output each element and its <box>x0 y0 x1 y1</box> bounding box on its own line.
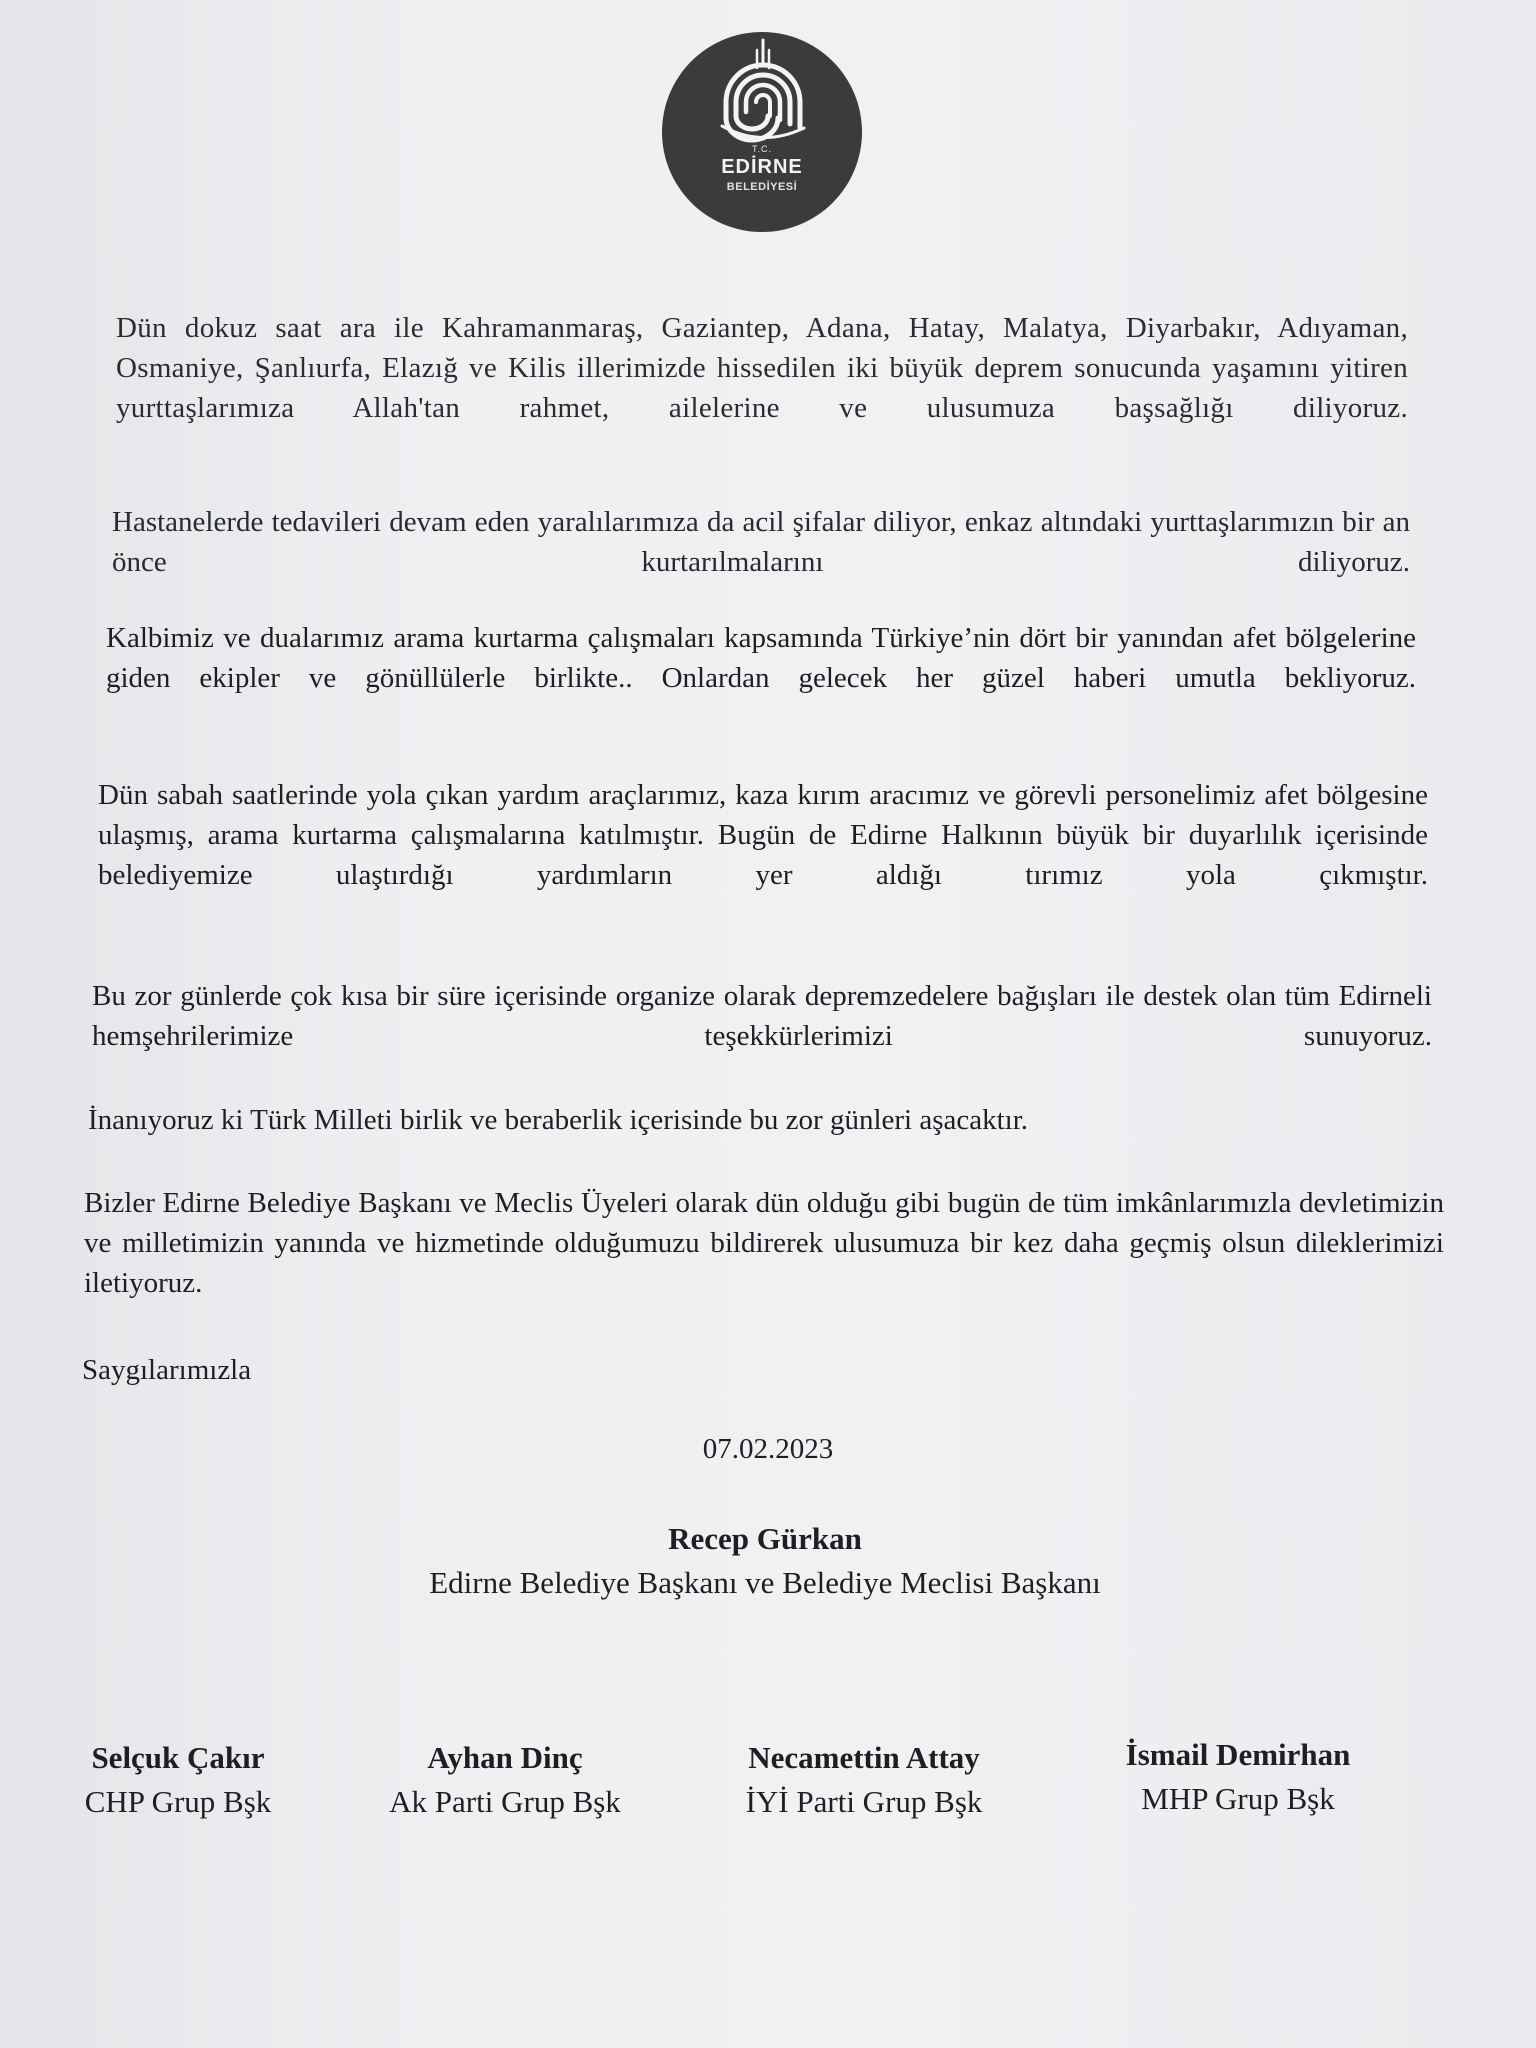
mayor-title: Edirne Belediye Başkanı ve Belediye Meclisi Başkanı <box>429 1565 1101 1600</box>
group-leader-title: Ak Parti Grup Bşk <box>389 1784 621 1819</box>
paragraph-condolence: Dün dokuz saat ara ile Kahramanmaraş, Gaziantep, Adana, Hatay, Malatya, Diyarbakır, Adıyaman, Osmaniye, Şanlıurfa, Elazığ ve Kilis illerimizde hissedilen iki büyük deprem sonucunda yaşamını yitiren yurttaşlarımıza Allah'tan rahmet, ailelerine ve ulusumuza başsağlığı diliyoruz. <box>116 312 1408 424</box>
group-leader-name: Selçuk Çakır <box>91 1740 265 1775</box>
logo-tc-label: T.C. <box>751 144 772 154</box>
group-leader-title: CHP Grup Bşk <box>84 1784 272 1819</box>
group-leader-ak-parti <box>350 1736 660 1824</box>
paragraph-belief: İnanıyoruz ki Türk Milleti birlik ve beraberlik içerisinde bu zor günleri aşacaktır. <box>88 1104 1029 1136</box>
edirne-municipality-logo <box>662 32 862 232</box>
group-leader-chp <box>58 1736 298 1824</box>
group-leader-name: Ayhan Dinç <box>427 1740 583 1775</box>
paragraph-prayers: Kalbimiz ve dualarımız arama kurtarma çalışmaları kapsamında Türkiye’nin dört bir yanından afet bölgelerine giden ekipler ve gönüllülerle birlikte.. Onlardan gelecek her güzel haberi umutla bekliyoruz. <box>106 622 1416 694</box>
group-leader-name: Necamettin Attay <box>748 1740 980 1775</box>
group-leader-title: MHP Grup Bşk <box>1141 1781 1335 1816</box>
closing-salutation: Saygılarımızla <box>82 1354 252 1386</box>
paragraph-council-statement: Bizler Edirne Belediye Başkanı ve Meclis Üyeleri olarak dün olduğu gibi bugün de tüm imkânlarımızla devletimizin ve milletimizin yanında ve hizmetinde olduğumuzu bildirerek ulusumuza bir kez daha geçmiş olsun dileklerimizi iletiyoruz. <box>84 1187 1444 1299</box>
paragraph-thanks: Bu zor günlerde çok kısa bir süre içerisinde organize olarak depremzedelere bağışları ile destek olan tüm Edirneli hemşehrilerimize teşekkürlerimizi sunuyoruz. <box>92 980 1432 1052</box>
group-leader-iyi-parti <box>704 1736 1024 1824</box>
paragraph-aid-vehicles: Dün sabah saatlerinde yola çıkan yardım araçlarımız, kaza kırım aracımız ve görevli personelimiz afet bölgesine ulaşmış, arama kurtarma çalışmalarına katılmıştır. Bugün de Edirne Halkının büyük bir duyarlılık içerisinde belediyemize ulaştırdığı yardımların yer aldığı tırımız yola çıkmıştır. <box>98 779 1428 891</box>
group-leader-mhp <box>1088 1733 1388 1821</box>
logo-city-name: EDİRNE <box>721 156 803 178</box>
group-leader-title: İYİ Parti Grup Bşk <box>745 1784 983 1819</box>
logo-subtitle: BELEDİYESİ <box>726 181 798 193</box>
paragraph-wounded: Hastanelerde tedavileri devam eden yaralılarımıza da acil şifalar diliyor, enkaz altındaki yurttaşlarımızın bir an önce kurtarılmalarını diliyoruz. <box>112 506 1410 578</box>
document-date: 07.02.2023 <box>702 1433 834 1465</box>
mayor-name: Recep Gürkan <box>668 1521 862 1556</box>
mosque-arch-emblem-icon <box>662 32 862 232</box>
group-leader-name: İsmail Demirhan <box>1125 1737 1351 1772</box>
